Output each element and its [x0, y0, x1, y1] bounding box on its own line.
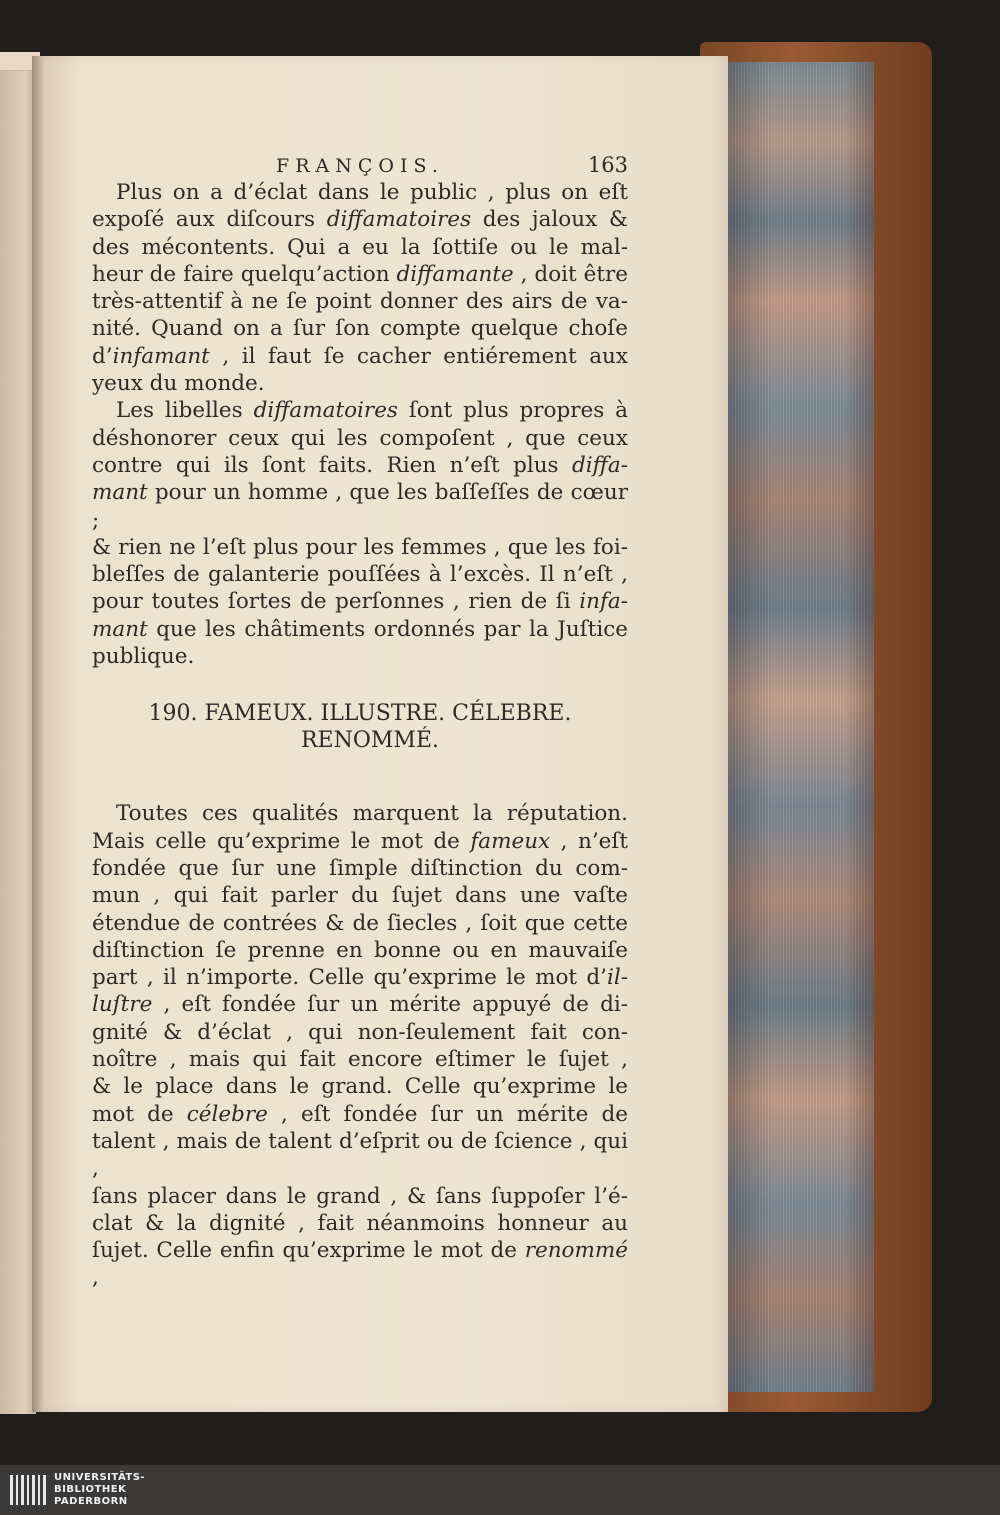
text-line: déshonorer ceux qui les compoſent , que ceux	[92, 425, 628, 451]
text-line: heur de faire quelqu’action diffamante , doit être	[92, 261, 628, 287]
text-line: Mais celle qu’exprime le mot de fameux , n’eſt	[92, 828, 628, 854]
text-line: publique.	[92, 644, 195, 670]
text-line: & rien ne l’eſt plus pour les femmes , que les foi-	[92, 534, 628, 560]
section-heading-line-2: RENOMMÉ.	[300, 728, 439, 754]
text-line: Les libelles diffamatoires ſont plus propres à	[116, 398, 628, 424]
text-line: mun , qui fait parler du ſujet dans une vaſte	[92, 883, 628, 909]
page-text	[92, 152, 628, 1292]
text-line: pour toutes ſortes de perſonnes , rien de ſi infa-	[92, 589, 628, 615]
page-number: 163	[587, 153, 628, 177]
text-line: des mécontents. Qui a eu la ſottiſe ou le mal-	[92, 234, 628, 260]
section-heading-line-1: 190. FAMEUX. ILLUSTRE. CÉLEBRE.	[148, 701, 572, 727]
text-line: mot de célebre , eſt fondée ſur un mérite de	[92, 1101, 628, 1127]
library-name-line-3: PADERBORN	[54, 1496, 128, 1507]
library-name-line-2: BIBLIOTHEK	[54, 1484, 127, 1495]
text-line: expoſé aux diſcours diffamatoires des jaloux &	[92, 207, 628, 233]
text-line: yeux du monde.	[92, 371, 265, 397]
text-line: & le place dans le grand. Celle qu’exprime le	[92, 1074, 628, 1100]
text-line: mant que les châtiments ordonnés par la Juſtice	[92, 616, 628, 642]
page-header	[92, 152, 628, 179]
text-line: ſujet. Celle enfin qu’exprime le mot de renommé ,	[92, 1238, 628, 1291]
text-line: d’infamant , il faut ſe cacher entiérement aux	[92, 343, 628, 369]
text-line: bleſſes de galanterie pouſſées à l’excès. Il n’eſt ,	[92, 562, 628, 588]
text-line: Plus on a d’éclat dans le public , plus on eſt	[116, 180, 628, 205]
text-line: étendue de contrées & de ſiecles , ſoit que cette	[92, 910, 628, 936]
text-line: ſans placer dans le grand , & ſans ſuppoſer l’é-	[92, 1183, 628, 1209]
library-footer	[0, 1465, 1000, 1515]
text-line: très-attentif à ne ſe point donner des airs de va-	[92, 289, 628, 315]
text-line: part , il n’importe. Celle qu’exprime le mot d’il-	[92, 965, 628, 991]
text-line: luſtre , eſt fondée ſur un mérite appuyé de di-	[92, 992, 628, 1018]
library-logo-icon	[10, 1475, 46, 1505]
text-line: talent , mais de talent d’eſprit ou de ſcience , qui ,	[92, 1128, 628, 1182]
paragraph-2	[92, 397, 628, 670]
paragraph-3	[92, 800, 628, 1291]
page-gutter	[32, 56, 44, 1412]
text-line: diſtinction ſe prenne en bonne ou en mauvaiſe	[92, 937, 628, 963]
text-line: gnité & d’éclat , qui non-ſeulement fait con-	[92, 1019, 628, 1045]
facing-page-edge	[0, 54, 36, 1414]
library-name	[54, 1472, 145, 1508]
running-head: FRANÇOIS.	[276, 155, 444, 177]
section-heading	[92, 700, 628, 754]
text-line: contre qui ils ſont faits. Rien n’eſt plus diffa-	[92, 452, 628, 478]
text-line: clat & la dignité , fait néanmoins honneur au	[92, 1210, 628, 1236]
marbled-page-edges	[726, 62, 874, 1392]
text-line: fondée que ſur une ſimple diſtinction du com-	[92, 855, 628, 881]
text-line: mant pour un homme , que les baſſeſſes de cœur ;	[92, 480, 628, 533]
spacer	[92, 754, 628, 800]
text-line: nité. Quand on a ſur ſon compte quelque choſe	[92, 316, 628, 342]
paragraph-1	[92, 179, 628, 397]
text-line: Toutes ces qualités marquent la réputation.	[116, 801, 628, 827]
text-line: noître , mais qui fait encore eſtimer le ſujet ,	[92, 1047, 628, 1073]
library-name-line-1: UNIVERSITÄTS-	[54, 1472, 146, 1483]
